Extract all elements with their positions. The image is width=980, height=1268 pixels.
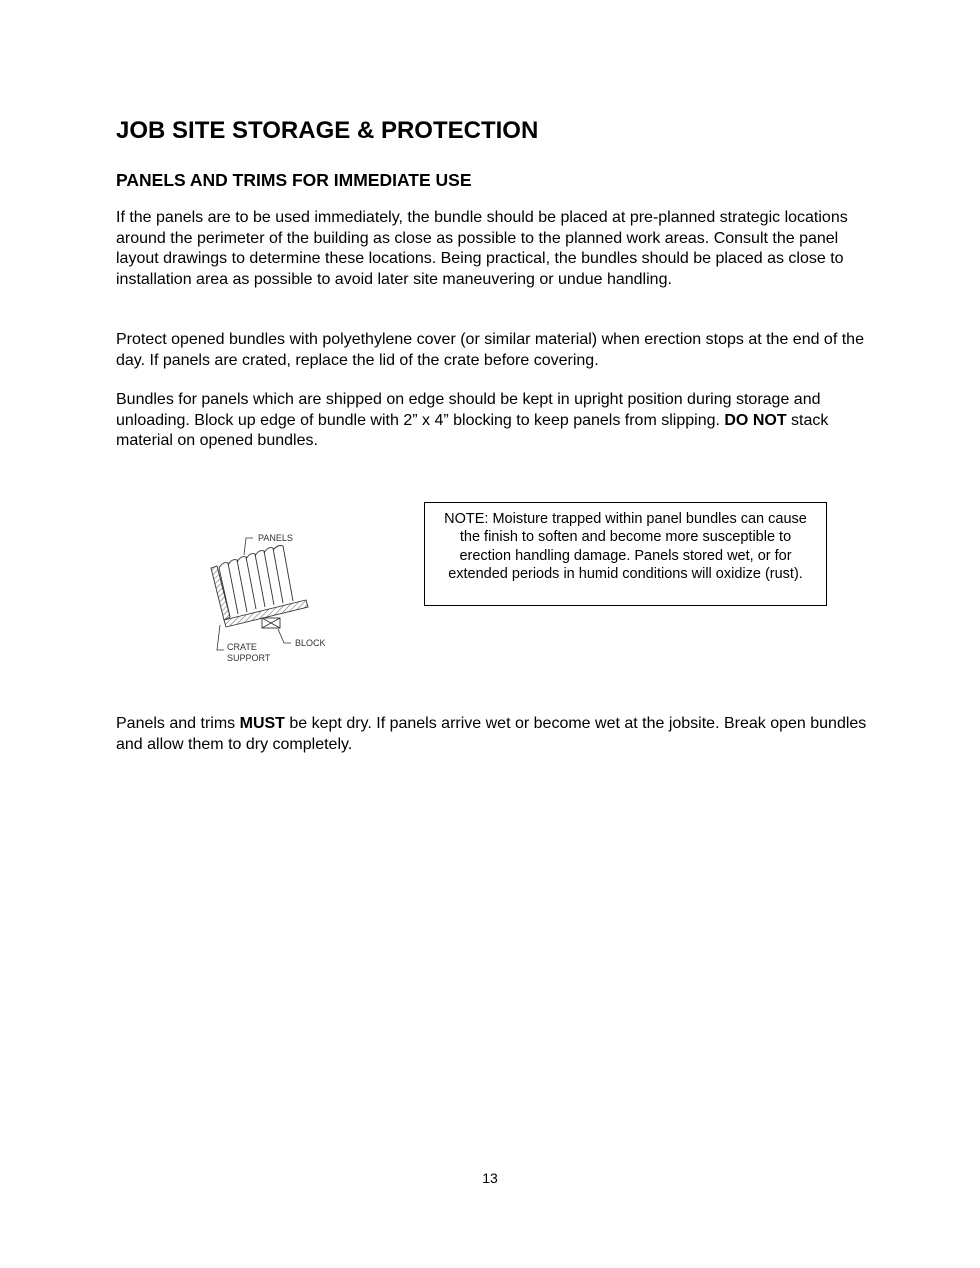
panel-bundle-drawing [200, 525, 340, 670]
moisture-note-box: NOTE: Moisture trapped within panel bundles can cause the finish to soften and become more susceptible to erection handling damage. Panels stored wet, or for extended periods in humid conditions will oxidize (rust). [424, 502, 827, 606]
emphasis-do-not: DO NOT [724, 411, 787, 429]
page-number: 13 [482, 1170, 498, 1186]
label-panels: PANELS [258, 533, 293, 543]
label-crate: CRATE [227, 642, 257, 652]
label-block: BLOCK [295, 638, 326, 648]
paragraph-text: stack material on opened bundles. [116, 411, 829, 449]
paragraph-text: Panels and trims [116, 715, 240, 732]
paragraph-immediate-use: If the panels are to be used immediately, the bundle should be placed at pre-planned strategic locations around the perimeter of the building as close as possible to the planned work areas. Consult the panel layout drawings to determine these locations. Being practical, the bundles should be placed as close to installation area as possible to avoid later site maneuvering or undue handling. [116, 209, 848, 288]
panel-bundle-diagram [200, 525, 340, 670]
paragraph-protect-bundles: Protect opened bundles with polyethylene cover (or similar material) when erection stops at the end of the day. If panels are crated, replace the lid of the crate before covering. [116, 331, 864, 369]
paragraph-text: be kept dry. If panels arrive wet or become wet at the jobsite. Break open bundles and allow them to dry completely. [116, 715, 867, 753]
page-title: JOB SITE STORAGE & PROTECTION [116, 117, 539, 144]
section-heading: PANELS AND TRIMS FOR IMMEDIATE USE [116, 170, 472, 190]
paragraph-keep-dry [116, 714, 876, 755]
paragraph-upright-storage [116, 390, 876, 452]
emphasis-must: MUST [239, 715, 285, 732]
label-support: SUPPORT [227, 653, 271, 663]
paragraph-text: Bundles for panels which are shipped on edge should be kept in upright position during storage and unloading. Block up edge of bundle with 2” x 4” blocking to keep panels from slipping. [116, 391, 821, 429]
